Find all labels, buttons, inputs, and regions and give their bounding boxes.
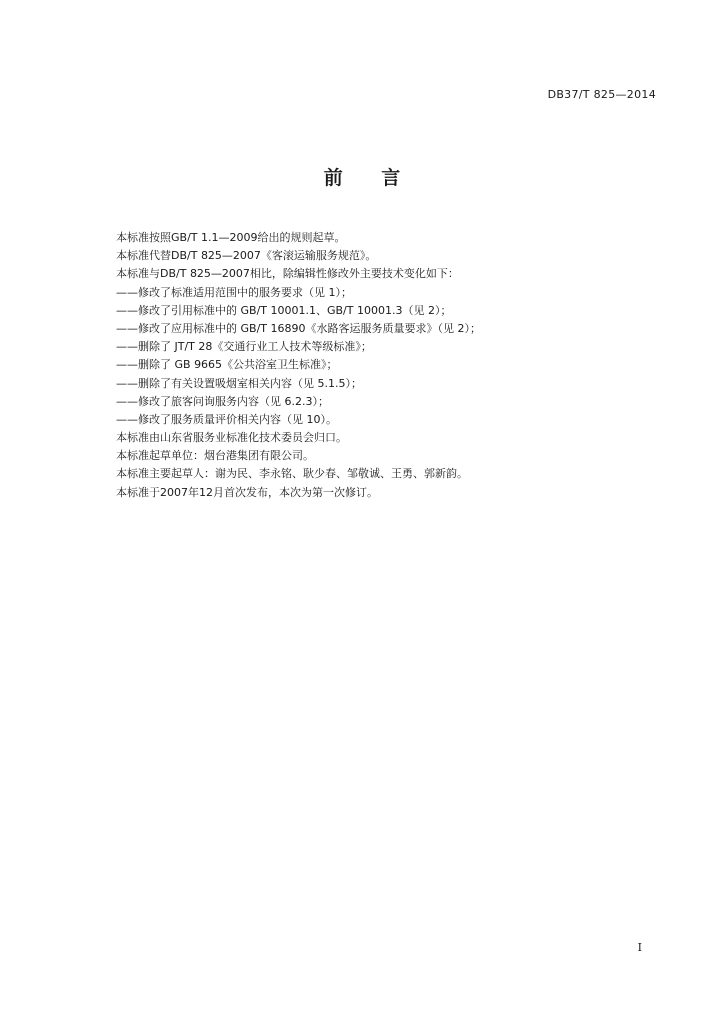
change-item: ——修改了应用标准中的 GB/T 16890《水路客运服务质量要求》（见 2）； [116,321,481,335]
change-item: ——删除了 JT/T 28《交通行业工人技术等级标准》； [116,340,372,354]
foreword-body [116,229,676,502]
foreword-line: 本标准与DB/T 825—2007相比，除编辑性修改外主要技术变化如下： [116,267,459,281]
foreword-line: 本标准于2007年12月首次发布，本次为第一次修订。 [116,485,378,499]
foreword-line: 本标准代替DB/T 825—2007《客滚运输服务规范》。 [116,249,377,263]
change-item: ——修改了旅客问询服务内容（见 6.2.3）； [116,394,329,408]
foreword-line: 本标准按照GB/T 1.1—2009给出的规则起草。 [116,231,346,244]
foreword-line: 本标准由山东省服务业标准化技术委员会归口。 [116,431,347,445]
change-item: ——删除了有关设置吸烟室相关内容（见 5.1.5）； [116,376,362,390]
page-number: I [637,941,642,954]
foreword-line: 本标准起草单位：烟台港集团有限公司。 [116,449,314,463]
change-item: ——删除了 GB 9665《公共浴室卫生标准》； [116,358,338,372]
foreword-line: 本标准主要起草人：谢为民、李永铭、耿少春、邹敬诚、王勇、郭新韵。 [116,467,468,481]
change-item: ——修改了服务质量评价相关内容（见 10）。 [116,412,337,426]
standard-code: DB37/T 825—2014 [547,88,656,101]
change-item: ——修改了引用标准中的 GB/T 10001.1、GB/T 10001.3（见 2）； [116,303,452,317]
change-item: ——修改了标准适用范围中的服务要求（见 1）； [116,285,352,299]
page-title: 前 言 [323,167,417,189]
